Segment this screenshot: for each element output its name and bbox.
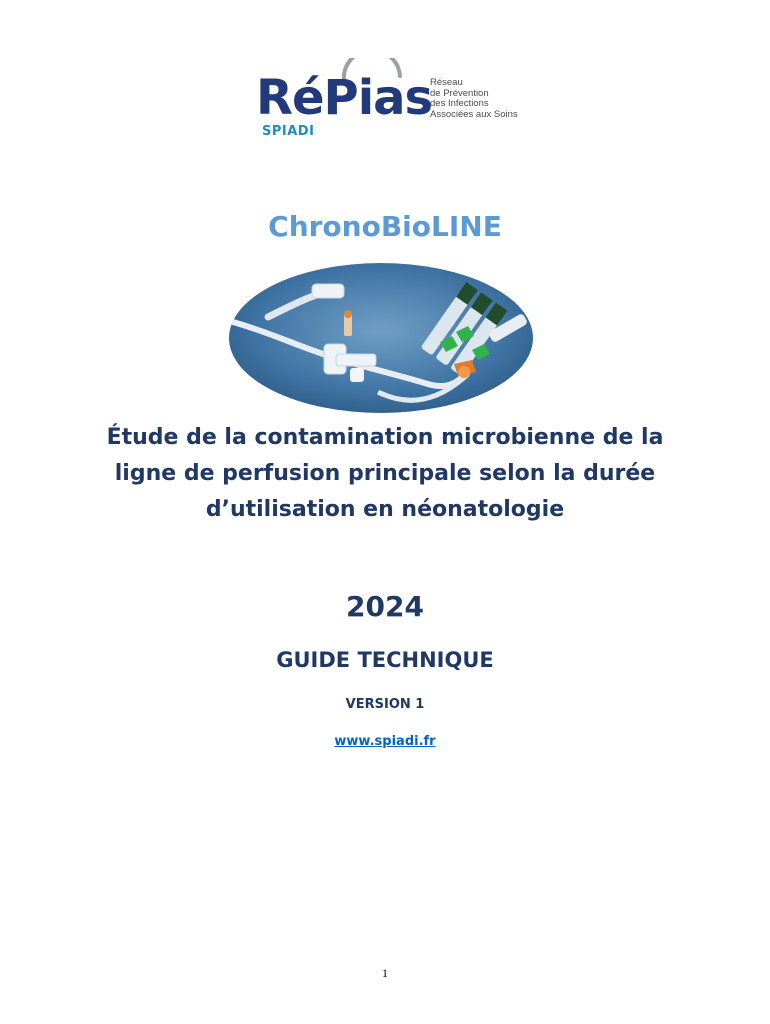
subtitle-line: ligne de perfusion principale selon la durée [114, 461, 656, 486]
logo-tagline [430, 78, 550, 120]
subtitle-line: d’utilisation en néonatologie [205, 497, 565, 522]
page-number: 1 [382, 966, 388, 980]
logo-sub-label: SPIADI [262, 124, 315, 139]
logo-tagline-line: Réseau [430, 77, 463, 88]
website-link-container [0, 734, 770, 749]
logo-wordmark: RéPias [256, 70, 433, 126]
study-subtitle [40, 420, 730, 528]
year-label: 2024 [346, 590, 424, 623]
logo-tagline-line: des Infections [430, 98, 489, 109]
document-type: GUIDE TECHNIQUE [276, 648, 494, 672]
logo-tagline-line: Associées aux Soins [430, 108, 518, 120]
repias-logo [252, 58, 532, 148]
version-label: VERSION 1 [345, 697, 425, 712]
logo-tagline-line: de Prévention [430, 87, 489, 99]
project-title: ChronoBioLINE [268, 210, 502, 243]
infusion-line-photo [228, 262, 534, 414]
website-link[interactable]: www.spiadi.fr [334, 734, 436, 749]
subtitle-line: Étude de la contamination microbienne de la [106, 425, 664, 450]
